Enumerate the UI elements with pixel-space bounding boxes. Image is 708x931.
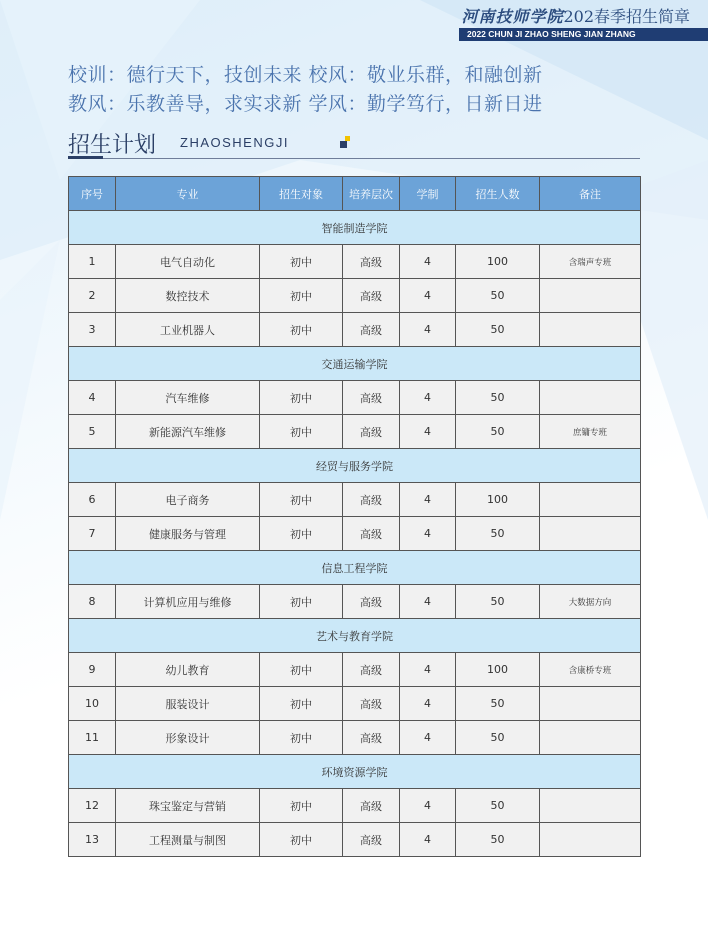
enrollment-plan-table [68, 176, 641, 857]
cell-note [540, 381, 641, 415]
header-level: 培养层次 [343, 177, 400, 211]
college-name: 经贸与服务学院 [69, 449, 641, 483]
cell-note [540, 789, 641, 823]
cell-no: 8 [69, 585, 116, 619]
table-row [69, 585, 641, 619]
cell-count: 50 [456, 517, 540, 551]
cell-major: 电子商务 [116, 483, 260, 517]
cell-count: 100 [456, 653, 540, 687]
cell-target: 初中 [260, 313, 343, 347]
cell-count: 100 [456, 483, 540, 517]
cell-level: 高级 [343, 381, 400, 415]
cell-count: 50 [456, 823, 540, 857]
header-target: 招生对象 [260, 177, 343, 211]
cell-years: 4 [400, 653, 456, 687]
cell-no: 3 [69, 313, 116, 347]
college-name: 信息工程学院 [69, 551, 641, 585]
college-name: 智能制造学院 [69, 211, 641, 245]
cell-note: 庶镛专班 [540, 415, 641, 449]
cell-years: 4 [400, 483, 456, 517]
cell-note [540, 279, 641, 313]
cell-years: 4 [400, 687, 456, 721]
cell-note [540, 313, 641, 347]
header-years: 学制 [400, 177, 456, 211]
table-row [69, 483, 641, 517]
table-group-row [69, 619, 641, 653]
cell-level: 高级 [343, 517, 400, 551]
cell-note [540, 687, 641, 721]
cell-target: 初中 [260, 381, 343, 415]
cell-major: 健康服务与管理 [116, 517, 260, 551]
cell-no: 6 [69, 483, 116, 517]
cell-level: 高级 [343, 687, 400, 721]
cell-major: 幼儿教育 [116, 653, 260, 687]
title-divider [68, 158, 640, 159]
cell-target: 初中 [260, 585, 343, 619]
cell-target: 初中 [260, 415, 343, 449]
cell-years: 4 [400, 415, 456, 449]
table-row [69, 381, 641, 415]
cell-level: 高级 [343, 789, 400, 823]
table-row [69, 687, 641, 721]
cell-major: 工程测量与制图 [116, 823, 260, 857]
college-name: 环境资源学院 [69, 755, 641, 789]
cell-years: 4 [400, 381, 456, 415]
cell-level: 高级 [343, 245, 400, 279]
cell-target: 初中 [260, 653, 343, 687]
cell-major: 服装设计 [116, 687, 260, 721]
cell-no: 5 [69, 415, 116, 449]
cell-note [540, 721, 641, 755]
cell-target: 初中 [260, 279, 343, 313]
table-row [69, 415, 641, 449]
cell-target: 初中 [260, 517, 343, 551]
cell-no: 4 [69, 381, 116, 415]
cell-level: 高级 [343, 279, 400, 313]
header-subtitle-bar: 2022 CHUN JI ZHAO SHENG JIAN ZHANG [459, 28, 708, 41]
table-row [69, 517, 641, 551]
header-count: 招生人数 [456, 177, 540, 211]
cell-count: 50 [456, 313, 540, 347]
cell-count: 50 [456, 585, 540, 619]
table-header-row [69, 177, 641, 211]
table-row [69, 653, 641, 687]
cell-note: 大数据方向 [540, 585, 641, 619]
cell-major: 计算机应用与维修 [116, 585, 260, 619]
cell-level: 高级 [343, 415, 400, 449]
table-group-row [69, 347, 641, 381]
cell-target: 初中 [260, 789, 343, 823]
cell-level: 高级 [343, 313, 400, 347]
table-group-row [69, 449, 641, 483]
cell-note [540, 483, 641, 517]
cell-count: 100 [456, 245, 540, 279]
table-group-row [69, 551, 641, 585]
cell-target: 初中 [260, 245, 343, 279]
cell-major: 珠宝鉴定与营销 [116, 789, 260, 823]
header-note: 备注 [540, 177, 641, 211]
section-title: 招生计划 [68, 133, 157, 156]
cell-count: 50 [456, 279, 540, 313]
cell-note: 含瑞声专班 [540, 245, 641, 279]
header-major: 专业 [116, 177, 260, 211]
cell-target: 初中 [260, 483, 343, 517]
title-decor-square [340, 141, 347, 148]
school-name: 河南技师学院 [461, 7, 564, 26]
cell-target: 初中 [260, 687, 343, 721]
title-accent-bar [68, 156, 103, 159]
cell-years: 4 [400, 585, 456, 619]
cell-level: 高级 [343, 653, 400, 687]
cell-count: 50 [456, 687, 540, 721]
cell-no: 12 [69, 789, 116, 823]
motto-line-2: 教风：乐教善导，求实求新 学风：勤学笃行，日新日进 [68, 93, 543, 115]
cell-level: 高级 [343, 483, 400, 517]
table-row [69, 313, 641, 347]
table-row [69, 789, 641, 823]
table-group-row [69, 211, 641, 245]
cell-no: 2 [69, 279, 116, 313]
cell-count: 50 [456, 721, 540, 755]
cell-major: 电气自动化 [116, 245, 260, 279]
header-no: 序号 [69, 177, 116, 211]
cell-no: 1 [69, 245, 116, 279]
table-row [69, 245, 641, 279]
cell-major: 汽车维修 [116, 381, 260, 415]
cell-no: 13 [69, 823, 116, 857]
cell-note [540, 823, 641, 857]
cell-years: 4 [400, 789, 456, 823]
cell-major: 新能源汽车维修 [116, 415, 260, 449]
cell-note: 含康桥专班 [540, 653, 641, 687]
cell-years: 4 [400, 721, 456, 755]
table-group-row [69, 755, 641, 789]
cell-count: 50 [456, 415, 540, 449]
cell-no: 7 [69, 517, 116, 551]
table-row [69, 721, 641, 755]
cell-target: 初中 [260, 721, 343, 755]
cell-target: 初中 [260, 823, 343, 857]
cell-years: 4 [400, 313, 456, 347]
college-name: 交通运输学院 [69, 347, 641, 381]
brochure-title: 202春季招生简章 [563, 7, 690, 26]
table-row [69, 823, 641, 857]
college-name: 艺术与教育学院 [69, 619, 641, 653]
cell-major: 工业机器人 [116, 313, 260, 347]
cell-years: 4 [400, 279, 456, 313]
cell-note [540, 517, 641, 551]
cell-level: 高级 [343, 585, 400, 619]
table-row [69, 279, 641, 313]
cell-count: 50 [456, 381, 540, 415]
cell-years: 4 [400, 823, 456, 857]
cell-years: 4 [400, 517, 456, 551]
cell-no: 10 [69, 687, 116, 721]
cell-no: 9 [69, 653, 116, 687]
cell-no: 11 [69, 721, 116, 755]
cell-count: 50 [456, 789, 540, 823]
cell-major: 数控技术 [116, 279, 260, 313]
cell-years: 4 [400, 245, 456, 279]
cell-level: 高级 [343, 721, 400, 755]
section-subtitle: ZHAOSHENGJI [180, 135, 289, 150]
header-brand [461, 4, 690, 27]
cell-level: 高级 [343, 823, 400, 857]
cell-major: 形象设计 [116, 721, 260, 755]
table-body [69, 211, 641, 857]
motto-line-1: 校训：德行天下，技创未来 校风：敬业乐群，和融创新 [68, 64, 543, 86]
